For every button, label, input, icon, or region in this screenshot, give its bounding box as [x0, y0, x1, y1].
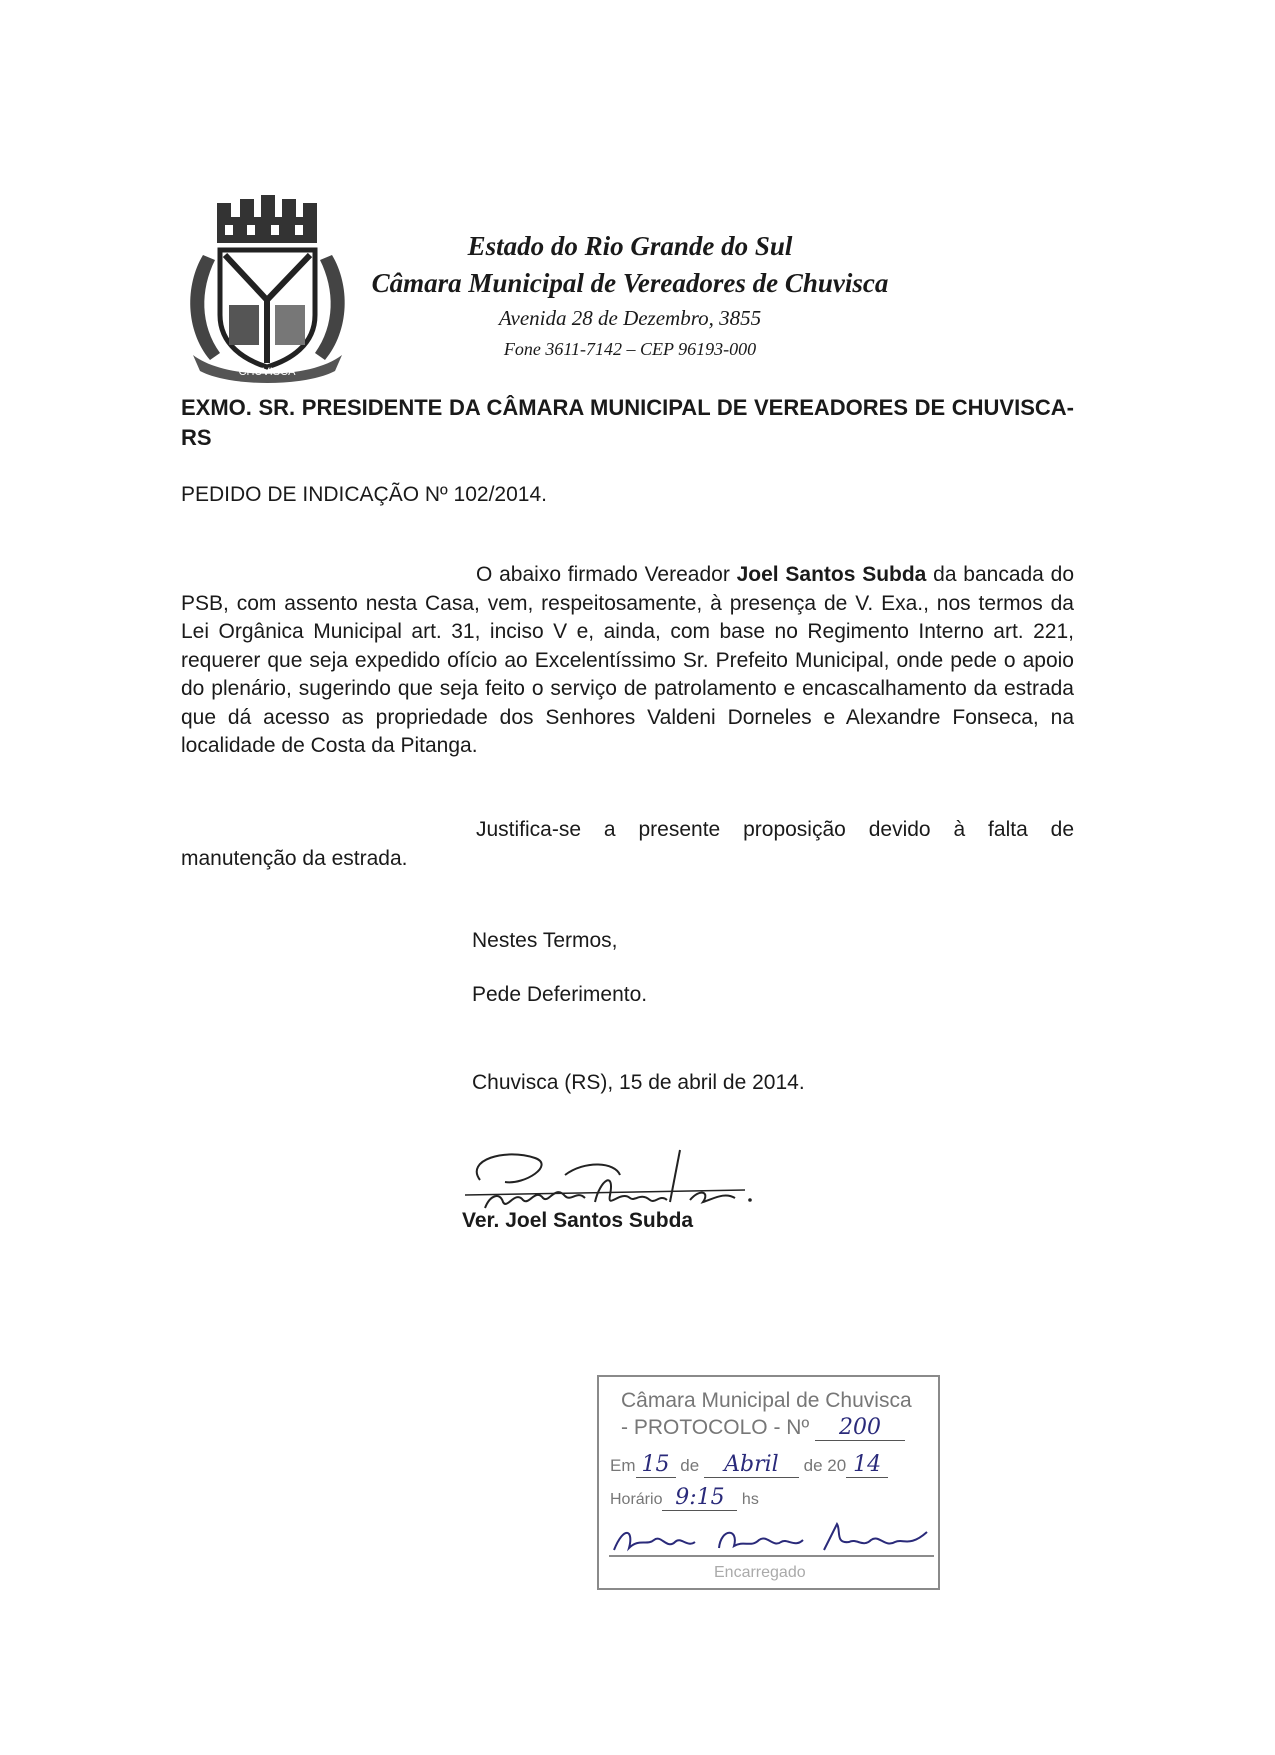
crest-ribbon-text: CHUVISCA: [238, 366, 296, 378]
justification-paragraph: Justifica-se a presente proposição devido à falta de manutenção da estrada.: [181, 818, 1074, 870]
stamp-year: 14: [846, 1452, 888, 1478]
stamp-time-line: [610, 1485, 759, 1511]
request-body: da bancada do PSB, com assento nesta Casa, vem, respeitosamente, à presença de V. Exa., nos termos da Lei Orgânica Municipal art. 31, inciso V e, ainda, com base no Regimento Interno art. 221, requerer que seja expedido ofício ao Excelentíssimo Sr. Prefeito Municipal, onde pede o apoio do plenário, sugerindo que seja feito o serviço de patrolamento e encascalhamento da estrada que dá acesso as propriedade dos Senhores Valdeni Dorneles e Alexandre Fonseca, na localidade de Costa da Pitanga.: [181, 563, 1074, 757]
letterhead-state: Estado do Rio Grande do Sul: [467, 231, 793, 261]
letterhead-contact: Fone 3611-7142 – CEP 96193-000: [503, 339, 757, 359]
stamp-date-line: [610, 1452, 888, 1478]
stamp-signature: [609, 1520, 934, 1560]
stamp-title: Câmara Municipal de Chuvisca: [621, 1389, 912, 1412]
closing-terms: Nestes Termos,: [472, 929, 618, 952]
year-label: de 20: [803, 1456, 847, 1475]
dateline: Chuvisca (RS), 15 de abril de 2014.: [472, 1071, 805, 1094]
protocol-number: 200: [815, 1415, 905, 1441]
addressee: EXMO. SR. PRESIDENTE DA CÂMARA MUNICIPAL DE VEREADORES DE CHUVISCA-RS: [181, 395, 1074, 450]
letterhead-institution: Câmara Municipal de Vereadores de Chuvisca: [371, 268, 889, 298]
councilor-name: Joel Santos Subda: [736, 563, 927, 586]
request-paragraph: [181, 561, 1074, 761]
horario-label: Horário: [610, 1491, 663, 1508]
signer-name: Ver. Joel Santos Subda: [462, 1209, 694, 1232]
closing-request: Pede Deferimento.: [472, 983, 648, 1006]
protocol-label: - PROTOCOLO - Nº: [621, 1416, 810, 1439]
stamp-responsible-label: Encarregado: [714, 1564, 806, 1581]
stamp-time: 9:15: [662, 1485, 737, 1511]
letterhead-address: Avenida 28 de Dezembro, 3855: [498, 306, 762, 330]
request-intro: O abaixo firmado Vereador: [476, 563, 737, 586]
municipal-crest-logo: [185, 195, 350, 385]
document-reference: PEDIDO DE INDICAÇÃO Nº 102/2014.: [181, 483, 547, 506]
hs-label: hs: [741, 1491, 759, 1508]
stamp-day: 15: [636, 1452, 676, 1478]
handwritten-signature: [445, 1140, 775, 1220]
stamp-month: Abril: [704, 1452, 799, 1478]
em-label: Em: [610, 1456, 636, 1475]
de-label: de: [680, 1456, 700, 1475]
protocol-stamp: [597, 1375, 940, 1590]
stamp-protocol-line: [621, 1415, 905, 1441]
